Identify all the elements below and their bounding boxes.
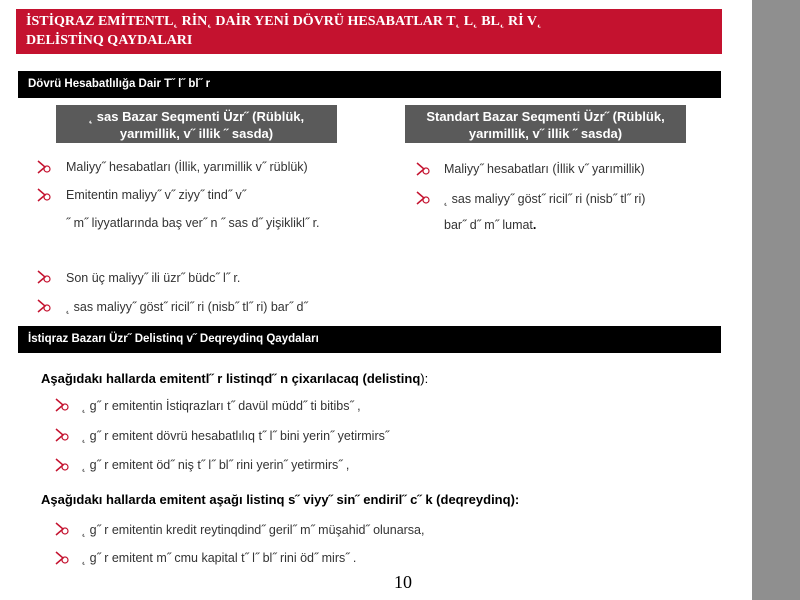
right-list-item: ˛ sas maliyy˝ göst˝ ricil˝ ri (nisb˝ tl˝ ri) xyxy=(444,192,646,206)
deqreydinq-list-item: ˛ g˝ r emitentin kredit reytinqdind˝ geril˝ m˝ müşahid˝ olunarsa, xyxy=(82,523,425,537)
column-header-standard-line-1: Standart Bazar Seqmenti Üzr˝ (Rüblük, xyxy=(426,109,665,124)
slide-title-line-2: DELİSTİNQ QAYDALARI xyxy=(26,33,193,48)
bullet-arrow-icon xyxy=(415,190,431,206)
bullet-arrow-icon xyxy=(54,550,70,566)
bullet-arrow-icon xyxy=(36,187,52,203)
bullet-arrow-icon xyxy=(54,457,70,473)
slide-title-banner xyxy=(16,9,722,54)
right-list-item-continued xyxy=(444,218,536,232)
delisting-intro-text: Aşağıdakı hallarda emitentl˝ r listinqd˝ n çixarılacaq (delistinq xyxy=(41,371,421,386)
bullet-arrow-icon xyxy=(54,397,70,413)
bullet-arrow-icon xyxy=(36,269,52,285)
right-gray-strip xyxy=(752,0,800,600)
delisting-intro xyxy=(41,371,428,386)
left-list-item-continued: ˝ m˝ liyyatlarında baş ver˝ n ˝ sas d˝ yişiklikl˝ r. xyxy=(66,216,320,230)
deqreydinq-list-item: ˛ g˝ r emitent m˝ cmu kapital t˝ l˝ bl˝ rini öd˝ mirs˝ . xyxy=(82,551,357,565)
bullet-arrow-icon xyxy=(415,161,431,177)
bullet-arrow-icon xyxy=(36,159,52,175)
left-list-item: Maliyy˝ hesabatları (İllik, yarımillik v˝ rüblük) xyxy=(66,160,308,174)
column-header-main-segment xyxy=(56,105,337,143)
page-number: 10 xyxy=(394,572,412,592)
right-list-item-period: . xyxy=(532,218,537,232)
column-header-standard-line-2: yarımillik, v˝ illik ˝ sasda) xyxy=(468,126,623,141)
column-header-main-line-1: ˛ sas Bazar Seqmenti Üzr˝ (Rüblük, xyxy=(88,109,305,124)
delisting-list-item: ˛ g˝ r emitent öd˝ niş t˝ l˝ bl˝ rini yerin˝ yetirmirs˝ , xyxy=(82,458,350,472)
right-list-item-continued-text: bar˝ d˝ m˝ lumat xyxy=(444,218,533,232)
delisting-list-item: ˛ g˝ r emitentin İstiqrazları t˝ davül müdd˝ ti bitibs˝ , xyxy=(82,399,361,413)
delisting-list-item: ˛ g˝ r emitent dövrü hesabatlılıq t˝ l˝ bini yerin˝ yetirmirs˝ xyxy=(82,429,390,443)
delisting-intro-end: ): xyxy=(420,371,429,386)
deqreydinq-intro: Aşağıdakı hallarda emitent aşağı listinq s˝ viyy˝ sin˝ endiril˝ c˝ k (deqreydinq): xyxy=(41,492,520,507)
bullet-arrow-icon xyxy=(54,427,70,443)
left-list-item: Son üç maliyy˝ ili üzr˝ büdc˝ l˝ r. xyxy=(66,271,241,285)
slide-title-line-1: İSTİQRAZ EMİTENTL˛ RİN˛ DAİR YENİ DÖVRÜ HESABATLAR T˛ L˛ BL˛ Rİ V˛ xyxy=(26,14,542,29)
section-heading-delisting-rules: İstiqraz Bazarı Üzr˝ Delistinq v˝ Deqreydinq Qaydaları xyxy=(18,326,721,353)
column-header-main-line-2: yarımillik, v˝ illik ˝ sasda) xyxy=(119,126,274,141)
right-list-item: Maliyy˝ hesabatları (İllik v˝ yarımillik) xyxy=(444,162,645,176)
bullet-arrow-icon xyxy=(36,298,52,314)
left-list-item: ˛ sas maliyy˝ göst˝ ricil˝ ri (nisb˝ tl˝ ri) bar˝ d˝ xyxy=(66,300,308,314)
bullet-arrow-icon xyxy=(54,521,70,537)
column-header-standard-segment xyxy=(405,105,686,143)
left-list-item: Emitentin maliyy˝ v˝ ziyy˝ tind˝ v˝ xyxy=(66,188,246,202)
section-heading-periodic-reporting: Dövrü Hesabatlılığa Dair T˝ l˝ bl˝ r xyxy=(18,71,721,98)
